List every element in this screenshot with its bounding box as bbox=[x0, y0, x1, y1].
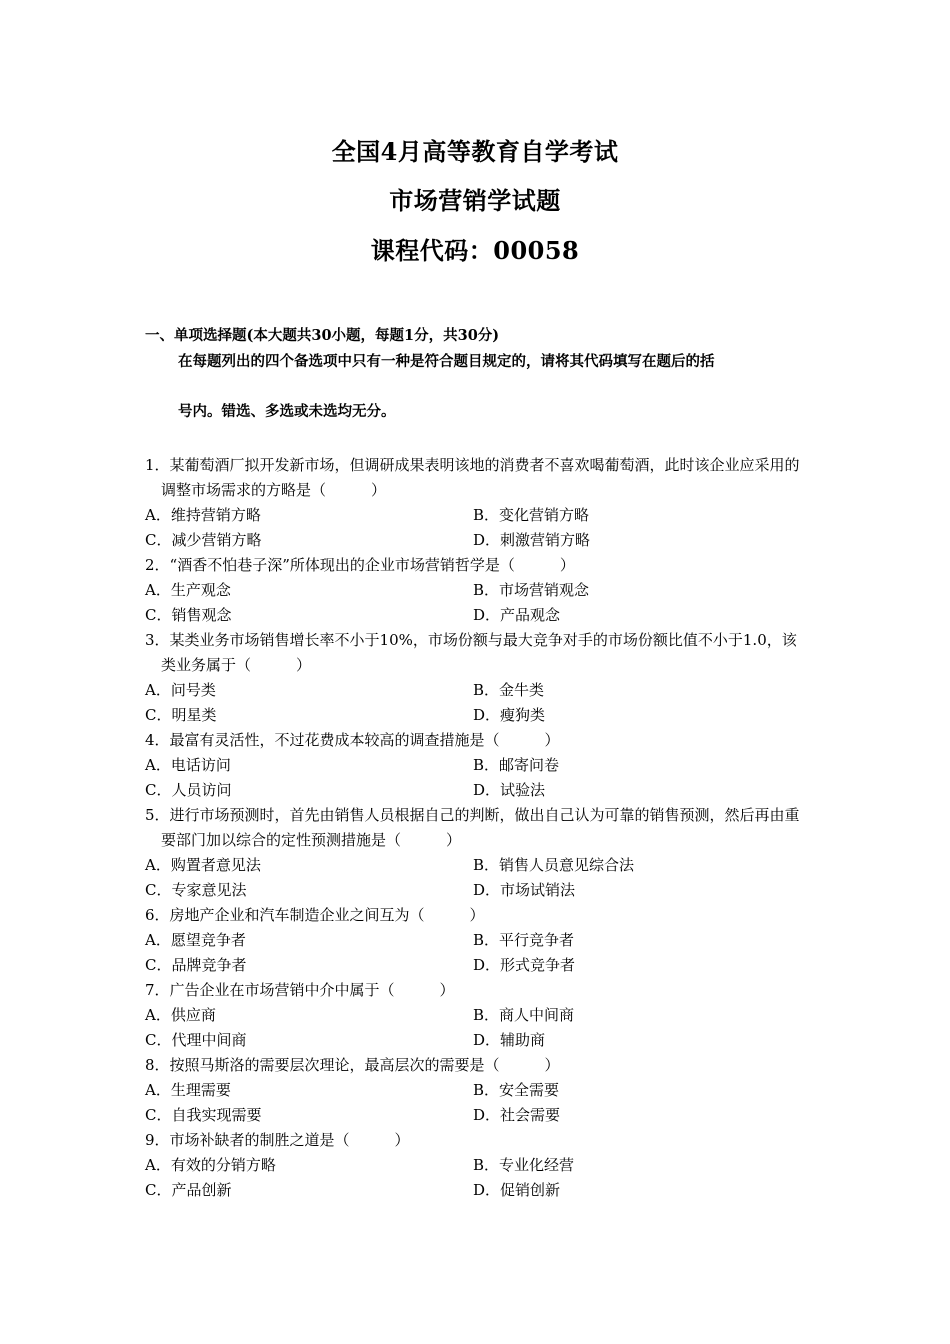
answer-option: A．购置者意见法 bbox=[145, 856, 261, 874]
question-stem: 9．市场补缺者的制胜之道是（ ） bbox=[145, 1131, 410, 1149]
answer-option: A．生产观念 bbox=[145, 581, 231, 599]
option-row bbox=[145, 678, 810, 703]
option-row bbox=[145, 1178, 810, 1203]
option-row bbox=[145, 953, 810, 978]
option-row bbox=[145, 878, 810, 903]
answer-option: A．愿望竞争者 bbox=[145, 931, 246, 949]
answer-option: A．维持营销方略 bbox=[145, 506, 261, 524]
question-stem: 7．广告企业在市场营销中介中属于（ ） bbox=[145, 981, 455, 999]
answer-option: B．销售人员意见综合法 bbox=[473, 856, 635, 874]
answer-option: B．专业化经营 bbox=[473, 1156, 575, 1174]
answer-option: B．商人中间商 bbox=[473, 1006, 575, 1024]
option-row bbox=[145, 578, 810, 603]
option-row bbox=[145, 778, 810, 803]
question-item bbox=[145, 553, 810, 628]
section-instruction-line1: 在每题列出的四个备选项中只有一种是符合题目规定的，请将其代码填写在题后的括 bbox=[178, 353, 715, 370]
option-row bbox=[145, 603, 810, 628]
answer-option: D．促销创新 bbox=[473, 1181, 561, 1199]
section-instruction-line2: 号内。错选、多选或未选均无分。 bbox=[178, 403, 396, 420]
section-heading: 一、单项选择题(本大题共30小题，每题1分，共30分) bbox=[145, 327, 500, 344]
option-row bbox=[145, 853, 810, 878]
option-row bbox=[145, 528, 810, 553]
option-row bbox=[145, 503, 810, 528]
question-stem: 4．最富有灵活性，不过花费成本较高的调查措施是（ ） bbox=[145, 731, 560, 749]
answer-option: B．平行竞争者 bbox=[473, 931, 575, 949]
answer-option: D．试验法 bbox=[473, 781, 546, 799]
answer-option: A．电话访问 bbox=[145, 756, 231, 774]
exam-subject-title: 市场营销学试题 bbox=[389, 186, 561, 215]
question-item bbox=[145, 728, 810, 803]
answer-option: B．金牛类 bbox=[473, 681, 545, 699]
answer-option: A．有效的分销方略 bbox=[145, 1156, 276, 1174]
answer-option: D．辅助商 bbox=[473, 1031, 546, 1049]
answer-option: C．自我实现需要 bbox=[145, 1106, 262, 1124]
option-row bbox=[145, 1078, 810, 1103]
question-item bbox=[145, 903, 810, 978]
answer-option: A．生理需要 bbox=[145, 1081, 231, 1099]
answer-option: B．市场营销观念 bbox=[473, 581, 590, 599]
answer-option: C．人员访问 bbox=[145, 781, 232, 799]
question-item bbox=[145, 1053, 810, 1128]
option-row bbox=[145, 703, 810, 728]
option-row bbox=[145, 1103, 810, 1128]
question-stem: 1．某葡萄酒厂拟开发新市场，但调研成果表明该地的消费者不喜欢喝葡萄酒，此时该企业应采用的调整市场需求的方略是（ ） bbox=[145, 456, 800, 499]
question-stem: 2．“酒香不怕巷子深”所体现出的企业市场营销哲学是（ ） bbox=[145, 556, 575, 574]
answer-option: B．安全需要 bbox=[473, 1081, 560, 1099]
question-list bbox=[145, 453, 810, 1203]
question-item bbox=[145, 453, 810, 553]
option-row bbox=[145, 1153, 810, 1178]
answer-option: C．减少营销方略 bbox=[145, 531, 262, 549]
answer-option: C．品牌竞争者 bbox=[145, 956, 247, 974]
answer-option: C．产品创新 bbox=[145, 1181, 232, 1199]
answer-option: D．形式竞争者 bbox=[473, 956, 576, 974]
question-item bbox=[145, 628, 810, 728]
answer-option: C．销售观念 bbox=[145, 606, 232, 624]
question-stem: 3．某类业务市场销售增长率不小于10%，市场份额与最大竞争对手的市场份额比值不小于1.0，该类业务属于（ ） bbox=[145, 631, 797, 674]
question-stem: 6．房地产企业和汽车制造企业之间互为（ ） bbox=[145, 906, 485, 924]
question-stem: 8．按照马斯洛的需要层次理论，最高层次的需要是（ ） bbox=[145, 1056, 560, 1074]
answer-option: C．专家意见法 bbox=[145, 881, 247, 899]
answer-option: B．变化营销方略 bbox=[473, 506, 590, 524]
answer-option: D．产品观念 bbox=[473, 606, 561, 624]
answer-option: C．明星类 bbox=[145, 706, 217, 724]
answer-option: D．社会需要 bbox=[473, 1106, 561, 1124]
answer-option: D．瘦狗类 bbox=[473, 706, 546, 724]
answer-option: B．邮寄问卷 bbox=[473, 756, 560, 774]
answer-option: D．市场试销法 bbox=[473, 881, 576, 899]
option-row bbox=[145, 1003, 810, 1028]
question-item bbox=[145, 1128, 810, 1203]
question-item bbox=[145, 978, 810, 1053]
answer-option: A．问号类 bbox=[145, 681, 216, 699]
answer-option: D．刺激营销方略 bbox=[473, 531, 591, 549]
course-code: 课程代码：00058 bbox=[370, 236, 580, 265]
question-stem: 5．进行市场预测时，首先由销售人员根据自己的判断，做出自己认为可靠的销售预测，然后再由重要部门加以综合的定性预测措施是（ ） bbox=[145, 806, 800, 849]
option-row bbox=[145, 753, 810, 778]
question-item bbox=[145, 803, 810, 903]
option-row bbox=[145, 928, 810, 953]
option-row bbox=[145, 1028, 810, 1053]
answer-option: A．供应商 bbox=[145, 1006, 216, 1024]
answer-option: C．代理中间商 bbox=[145, 1031, 247, 1049]
exam-title: 全国4月高等教育自学考试 bbox=[331, 137, 619, 166]
